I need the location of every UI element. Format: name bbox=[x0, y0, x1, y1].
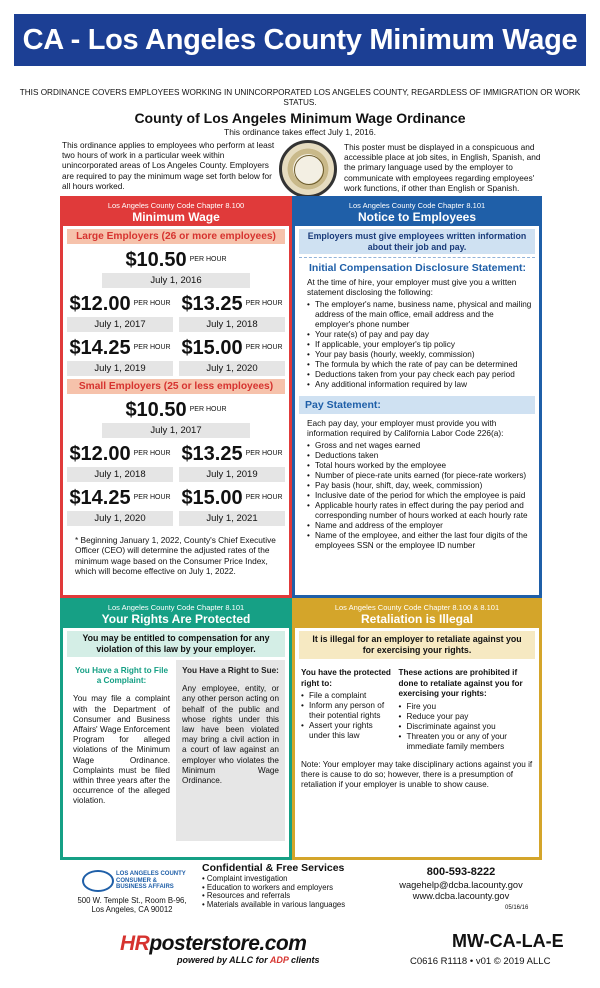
top-band bbox=[0, 0, 600, 14]
list-item: • The formula by which the rate of pay can be determined bbox=[307, 360, 533, 370]
applies-paragraph: This ordinance applies to employees who perform at least two hours of work in a particular week within unincorporated areas of Los Angeles County. Employers are required to pay the minimum wage set forth below for all hours worked. bbox=[62, 140, 275, 191]
per-hour-label: PER HOUR bbox=[133, 450, 171, 457]
list-item: • Threaten you or any of your immediate family members bbox=[398, 732, 533, 752]
rate-date: July 1, 2021 bbox=[179, 511, 285, 526]
per-hour-label: PER HOUR bbox=[133, 344, 171, 351]
revision-code: C0616 R1118 • v01 © 2019 ALLC bbox=[410, 956, 551, 967]
powered-text: powered by ALLC for bbox=[177, 955, 268, 965]
rate-amount: $14.25 bbox=[69, 486, 131, 509]
rate-card bbox=[179, 485, 285, 526]
logo-rest: posterstore.com bbox=[149, 932, 307, 955]
dcba-line: CONSUMER & bbox=[116, 877, 158, 884]
website-link[interactable]: www.dcba.lacounty.gov bbox=[412, 891, 510, 901]
notice-panel bbox=[292, 196, 542, 598]
per-hour-label: PER HOUR bbox=[133, 300, 171, 307]
large-employers-label: Large Employers (26 or more employees) bbox=[67, 229, 285, 244]
rate-card bbox=[67, 485, 173, 526]
rate-amount: $14.25 bbox=[69, 336, 131, 359]
cpi-note: * Beginning January 1, 2022, County's Chief Executive Officer (CEO) will determine the adjusted rates of the minimum wage based on the Consumer Price Index, which will become effective on July 1, 2022. bbox=[75, 535, 276, 577]
rate-card bbox=[67, 291, 173, 332]
rate-card bbox=[67, 441, 173, 482]
rate-date: July 1, 2016 bbox=[102, 273, 250, 288]
per-hour-label: PER HOUR bbox=[189, 406, 227, 413]
retaliation-title: Retaliation is Illegal bbox=[360, 612, 474, 626]
rate-amount: $13.25 bbox=[181, 442, 243, 465]
list-item: • Reduce your pay bbox=[398, 712, 533, 722]
rate-date: July 1, 2019 bbox=[179, 467, 285, 482]
list-item: • If applicable, your employer's tip policy bbox=[307, 340, 533, 350]
notice-title: Notice to Employees bbox=[357, 210, 477, 224]
rate-date: July 1, 2017 bbox=[102, 423, 250, 438]
email-link[interactable]: wagehelp@dcba.lacounty.gov bbox=[399, 880, 523, 890]
rate-amount: $12.00 bbox=[69, 442, 131, 465]
county-seal-icon bbox=[279, 140, 337, 198]
clients-text: clients bbox=[291, 955, 320, 965]
dcba-logo-icon bbox=[82, 870, 114, 892]
list-item: • Applicable hourly rates in effect during the pay period and corresponding number of hours worked at each hourly rate bbox=[307, 501, 533, 521]
dcba-address bbox=[62, 896, 202, 914]
protected-rights-title: You have the protected right to: bbox=[301, 668, 391, 688]
list-item: • Assert your rights under this law bbox=[301, 721, 394, 741]
prohibited-actions-title: These actions are prohibited if done to retaliate against you for exercising your rights: bbox=[398, 668, 523, 698]
services-block bbox=[202, 862, 372, 909]
list-item: • Deductions taken from your pay check each pay period bbox=[307, 370, 533, 380]
minimum-wage-header bbox=[63, 199, 289, 226]
rate-card bbox=[67, 335, 173, 376]
hrposterstore-logo bbox=[120, 932, 306, 956]
logo-hr: HR bbox=[120, 932, 150, 955]
rights-title: Your Rights Are Protected bbox=[101, 612, 251, 626]
services-title: Confidential & Free Services bbox=[202, 862, 345, 874]
per-hour-label: PER HOUR bbox=[189, 256, 227, 263]
rights-header bbox=[63, 601, 289, 628]
list-item: • Any additional information required by law bbox=[307, 380, 533, 390]
rate-date: July 1, 2017 bbox=[67, 317, 173, 332]
rate-date: July 1, 2018 bbox=[67, 467, 173, 482]
retaliation-header bbox=[295, 601, 539, 628]
list-item: • Gross and net wages earned bbox=[307, 441, 533, 451]
list-item: • Pay basis (hour, shift, day, week, commission) bbox=[307, 481, 533, 491]
phone-number[interactable]: 800-593-8222 bbox=[426, 866, 496, 878]
coverage-statement: THIS ORDINANCE COVERS EMPLOYEES WORKING IN UNINCORPORATED LOS ANGELES COUNTY, REGARDLESS OF IMMIGRATION OR WORK STATUS. bbox=[19, 88, 581, 107]
list-item: • Materials available in various languages bbox=[202, 901, 372, 910]
date-code: 05/16/16 bbox=[505, 905, 529, 911]
list-item: • Inform any person of their potential rights bbox=[301, 701, 394, 721]
list-item: • Deductions taken bbox=[307, 451, 533, 461]
pay-statement-text: Each pay day, your employer must provide you with information required by California Labor Code 226(a): bbox=[307, 418, 504, 438]
rate-card bbox=[179, 291, 285, 332]
list-item: • Name and address of the employer bbox=[307, 521, 533, 531]
small-employers-label: Small Employers (25 or less employees) bbox=[67, 379, 285, 394]
list-item: • The employer's name, business name, physical and mailing address of the main office, email address and the employer's phone number bbox=[307, 300, 533, 330]
minimum-wage-code: Los Angeles County Code Chapter 8.100 bbox=[107, 201, 245, 210]
rate-date: July 1, 2018 bbox=[179, 317, 285, 332]
retaliation-note: Note: Your employer may take disciplinary actions against you if there is cause to do so; however, there is a presumption of retaliation if your employer is unable to show cause. bbox=[301, 759, 533, 789]
notice-header bbox=[295, 199, 539, 226]
product-code: MW-CA-LA-E bbox=[452, 931, 564, 951]
minimum-wage-panel bbox=[60, 196, 292, 598]
rate-amount: $13.25 bbox=[181, 292, 243, 315]
pay-statement-title: Pay Statement: bbox=[299, 396, 535, 414]
list-item: • Your rate(s) of pay and pay day bbox=[307, 330, 533, 340]
list-item: • File a complaint bbox=[301, 691, 394, 701]
sue-title: You Have a Right to Sue: bbox=[182, 666, 279, 675]
rate-card bbox=[102, 247, 250, 288]
address-line: Los Angeles, CA 90012 bbox=[91, 905, 173, 914]
list-item: • Inclusive date of the period for which the employee is paid bbox=[307, 491, 533, 501]
rate-amount: $10.50 bbox=[125, 248, 187, 271]
pay-statement-list bbox=[295, 438, 539, 551]
page-title: CA - Los Angeles County Minimum Wage bbox=[14, 14, 586, 66]
rights-panel bbox=[60, 598, 292, 860]
initial-disclosure-list bbox=[295, 297, 539, 390]
rate-amount: $10.50 bbox=[125, 398, 187, 421]
list-item: • Name of the employee, and either the last four digits of the employees SSN or the employee ID number bbox=[307, 531, 533, 551]
adp-text: ADP bbox=[269, 955, 289, 965]
per-hour-label: PER HOUR bbox=[245, 300, 283, 307]
list-item: • Discriminate against you bbox=[398, 722, 533, 732]
list-item: • Education to workers and employers bbox=[202, 884, 372, 893]
contact-block bbox=[380, 866, 542, 902]
complaint-text: You may file a complaint with the Department of Consumer and Business Affairs' Wage Enforcement Program for alleged violations of the Minimum Wage Ordinance. Complaints must be filed within three years after the occurrence of the alleged violation. bbox=[73, 694, 170, 806]
retaliation-panel bbox=[292, 598, 542, 860]
dcba-line: BUSINESS AFFAIRS bbox=[116, 884, 174, 891]
rate-card bbox=[179, 335, 285, 376]
sue-column bbox=[176, 660, 285, 841]
per-hour-label: PER HOUR bbox=[133, 494, 171, 501]
complaint-title: You Have a Right to File a Complaint: bbox=[74, 666, 169, 686]
dcba-line: LOS ANGELES COUNTY bbox=[116, 871, 186, 877]
list-item: • Your pay basis (hourly, weekly, commission) bbox=[307, 350, 533, 360]
complaint-column bbox=[67, 660, 176, 841]
rate-date: July 1, 2020 bbox=[179, 361, 285, 376]
rate-date: July 1, 2020 bbox=[67, 511, 173, 526]
list-item: • Number of piece-rate units earned (for piece-rate workers) bbox=[307, 471, 533, 481]
address-line: 500 W. Temple St., Room B-96, bbox=[77, 896, 187, 905]
retaliation-code: Los Angeles County Code Chapter 8.100 & 8.101 bbox=[334, 603, 500, 612]
prohibited-actions-column bbox=[398, 668, 533, 752]
rate-amount: $15.00 bbox=[181, 486, 243, 509]
effective-date: This ordinance takes effect July 1, 2016. bbox=[224, 127, 376, 137]
powered-by bbox=[177, 955, 320, 965]
ordinance-title: County of Los Angeles Minimum Wage Ordinance bbox=[134, 110, 466, 126]
display-paragraph: This poster must be displayed in a conspicuous and accessible place at job sites, in English, Spanish, and the primary language used by the employer to communicate with employees regarding employees' work functions, if other than English or Spanish. bbox=[344, 142, 541, 193]
rate-amount: $15.00 bbox=[181, 336, 243, 359]
minimum-wage-title: Minimum Wage bbox=[132, 210, 220, 224]
sue-text: Any employee, entity, or any other person acting on behalf of the public and whose rights under this law have been violated may bring a civil action in a court of law against an employer who violates the Minimum Wage Ordinance. bbox=[182, 684, 279, 786]
per-hour-label: PER HOUR bbox=[245, 494, 283, 501]
rate-card bbox=[102, 397, 250, 438]
initial-disclosure-text: At the time of hire, your employer must give you a written statement disclosing the following: bbox=[307, 277, 517, 297]
retaliation-banner: It is illegal for an employer to retaliate against you for exercising your rights. bbox=[299, 631, 535, 659]
list-item: • Resources and referrals bbox=[202, 892, 372, 901]
rights-banner: You may be entitled to compensation for any violation of this law by your employer. bbox=[67, 631, 285, 657]
initial-disclosure-title: Initial Compensation Disclosure Statement: bbox=[299, 257, 535, 277]
rate-date: July 1, 2019 bbox=[67, 361, 173, 376]
dcba-logo-text bbox=[116, 871, 186, 891]
list-item: • Total hours worked by the employee bbox=[307, 461, 533, 471]
per-hour-label: PER HOUR bbox=[245, 450, 283, 457]
rate-card bbox=[179, 441, 285, 482]
list-item: • Fire you bbox=[398, 702, 533, 712]
notice-banner: Employers must give employees written information about their job and pay. bbox=[299, 229, 535, 254]
notice-code: Los Angeles County Code Chapter 8.101 bbox=[348, 201, 486, 210]
rate-amount: $12.00 bbox=[69, 292, 131, 315]
protected-rights-column bbox=[301, 668, 398, 752]
per-hour-label: PER HOUR bbox=[245, 344, 283, 351]
rights-code: Los Angeles County Code Chapter 8.101 bbox=[107, 603, 245, 612]
list-item: • Complaint investigation bbox=[202, 875, 372, 884]
